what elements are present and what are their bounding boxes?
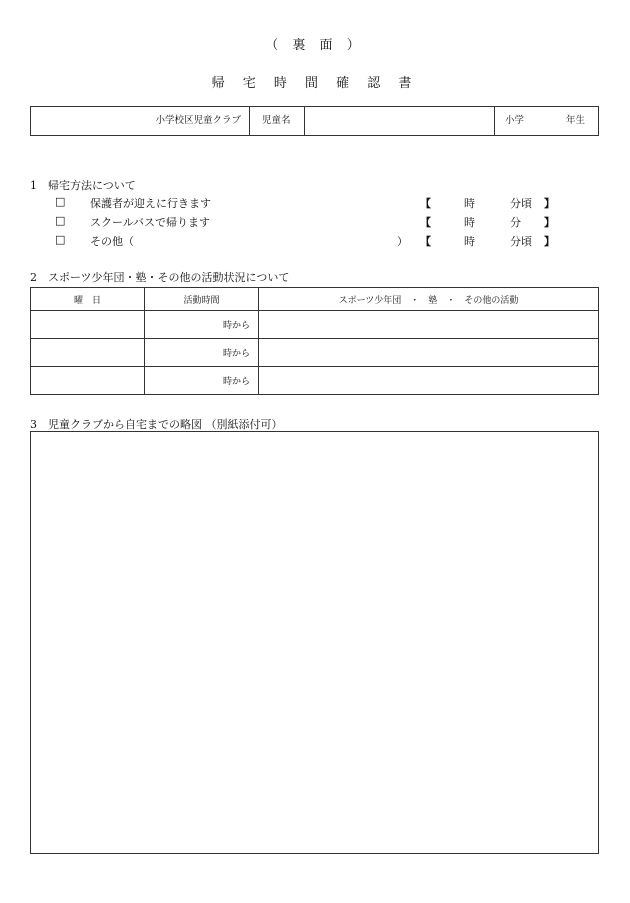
checkbox-school-bus[interactable]: □ (55, 214, 66, 227)
section3-heading: 3 児童クラブから自宅までの略図 （別紙添付可） (30, 418, 283, 431)
activity-cell[interactable] (259, 311, 599, 339)
section1-heading: 1 帰宅方法について (30, 179, 136, 192)
hour-label: 時 (464, 235, 475, 248)
section2-heading: 2 スポーツ少年団・塾・その他の活動状況について (30, 271, 290, 284)
option-bus-label: スクールバスで帰ります (90, 216, 211, 229)
hour-label: 時 (464, 216, 475, 229)
option-other-label: その他（ (90, 235, 134, 248)
column-header-activity: スポーツ少年団 ・ 塾 ・ その他の活動 (259, 288, 599, 311)
route-map-box[interactable] (30, 431, 599, 854)
bracket-close: 】 (544, 235, 555, 248)
other-text-field[interactable] (132, 231, 394, 245)
activity-table (30, 287, 599, 395)
table-row (31, 367, 599, 395)
day-cell[interactable] (31, 311, 145, 339)
paren-close: ） (397, 235, 408, 248)
time-cell[interactable]: 時から (145, 367, 259, 395)
hour-label: 時 (464, 197, 475, 210)
column-header-time: 活動時間 (145, 288, 259, 311)
minute-label: 分 (510, 216, 521, 229)
table-row (31, 311, 599, 339)
activity-cell[interactable] (259, 367, 599, 395)
table-row (31, 339, 599, 367)
day-cell[interactable] (31, 367, 145, 395)
document-title: 帰 宅 時 間 確 認 書 (211, 76, 419, 91)
minute-label: 分頃 (510, 197, 532, 210)
option-pickup-label: 保護者が迎えに行きます (90, 197, 211, 210)
time-cell[interactable]: 時から (145, 311, 259, 339)
checkbox-other[interactable]: □ (55, 233, 66, 246)
minute-label: 分頃 (510, 235, 532, 248)
bracket-open: 【 (420, 216, 431, 229)
bracket-open: 【 (420, 197, 431, 210)
child-name-field[interactable] (305, 107, 493, 135)
time-cell[interactable]: 時から (145, 339, 259, 367)
table-header-row (31, 288, 599, 311)
grade-label: 年生 (566, 115, 586, 126)
page-side-label: （ 裏 面 ） (265, 38, 365, 53)
activity-cell[interactable] (259, 339, 599, 367)
column-header-day: 曜 日 (31, 288, 145, 311)
checkbox-pickup[interactable]: □ (55, 195, 66, 208)
bracket-close: 】 (544, 216, 555, 229)
child-name-label: 児童名 (262, 115, 291, 126)
bracket-open: 【 (420, 235, 431, 248)
bracket-close: 】 (544, 197, 555, 210)
school-label: 小学 (505, 115, 525, 126)
header-table (30, 106, 599, 136)
club-label: 小学校区児童クラブ (155, 115, 241, 126)
day-cell[interactable] (31, 339, 145, 367)
